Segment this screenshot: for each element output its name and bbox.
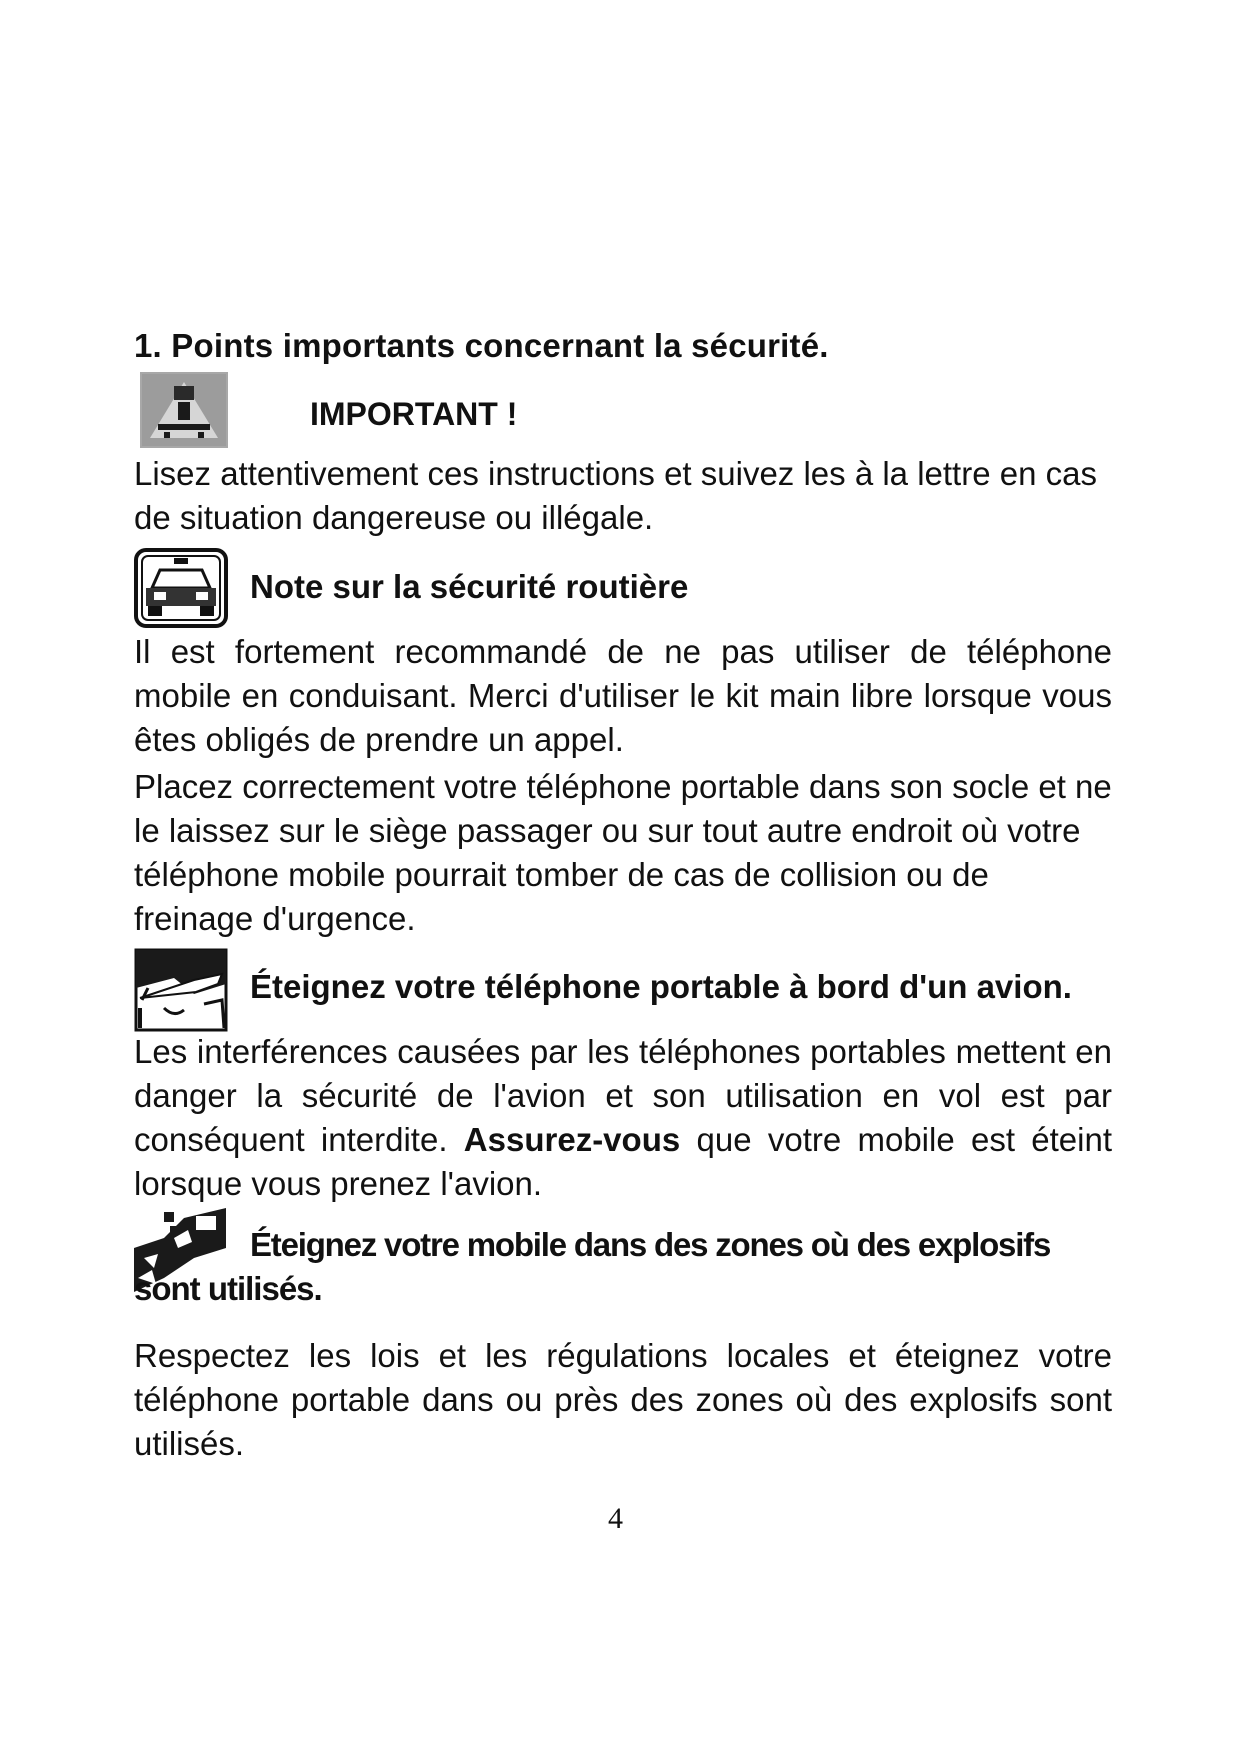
car-icon — [134, 548, 228, 628]
important-label: IMPORTANT ! — [310, 396, 518, 432]
page-number: 4 — [608, 1502, 623, 1535]
airplane-text-start: Les interférences causées par les téléphones portables mettent en danger la sécurité de l'avion et son utilisation en vol est par conséquent interdite. — [134, 1033, 1112, 1158]
airplane-heading: Éteignez votre téléphone portable à bord d'un avion. — [250, 968, 1072, 1005]
airplane-icon — [134, 948, 228, 1032]
road-safety-paragraph-2: Placez correctement votre téléphone portable dans son socle et ne le laissez sur le siège passager ou sur tout autre endroit où votre téléphone mobile pourrait tomber de cas de collision ou de freinage d'urgence. — [134, 768, 1112, 937]
explosives-heading-line-2: sont utilisés. — [134, 1270, 322, 1307]
explosives-text: Respectez les lois et les régulations locales et éteignez votre téléphone portable dans ou près des zones où des explosifs sont utilisés. — [134, 1337, 1112, 1462]
road-safety-heading: Note sur la sécurité routière — [250, 568, 689, 605]
warning-triangle-icon — [140, 372, 228, 448]
road-safety-paragraph-1: Il est fortement recommandé de ne pas utiliser de téléphone mobile en conduisant. Merci d'utiliser le kit main libre lorsque vous êtes obligés de prendre un appel. — [134, 633, 1112, 758]
airplane-text — [134, 1030, 1112, 1206]
section-title: 1. Points importants concernant la sécurité. — [134, 327, 829, 364]
important-text: Lisez attentivement ces instructions et suivez les à la lettre en cas de situation dangereuse ou illégale. — [134, 455, 1097, 536]
airplane-text-bold: Assurez-vous — [463, 1121, 681, 1158]
airplane-text-end: que votre mobile est éteint lorsque vous prenez l'avion. — [134, 1121, 1113, 1202]
explosives-heading-line-1: Éteignez votre mobile dans des zones où des explosifs — [250, 1226, 1051, 1263]
